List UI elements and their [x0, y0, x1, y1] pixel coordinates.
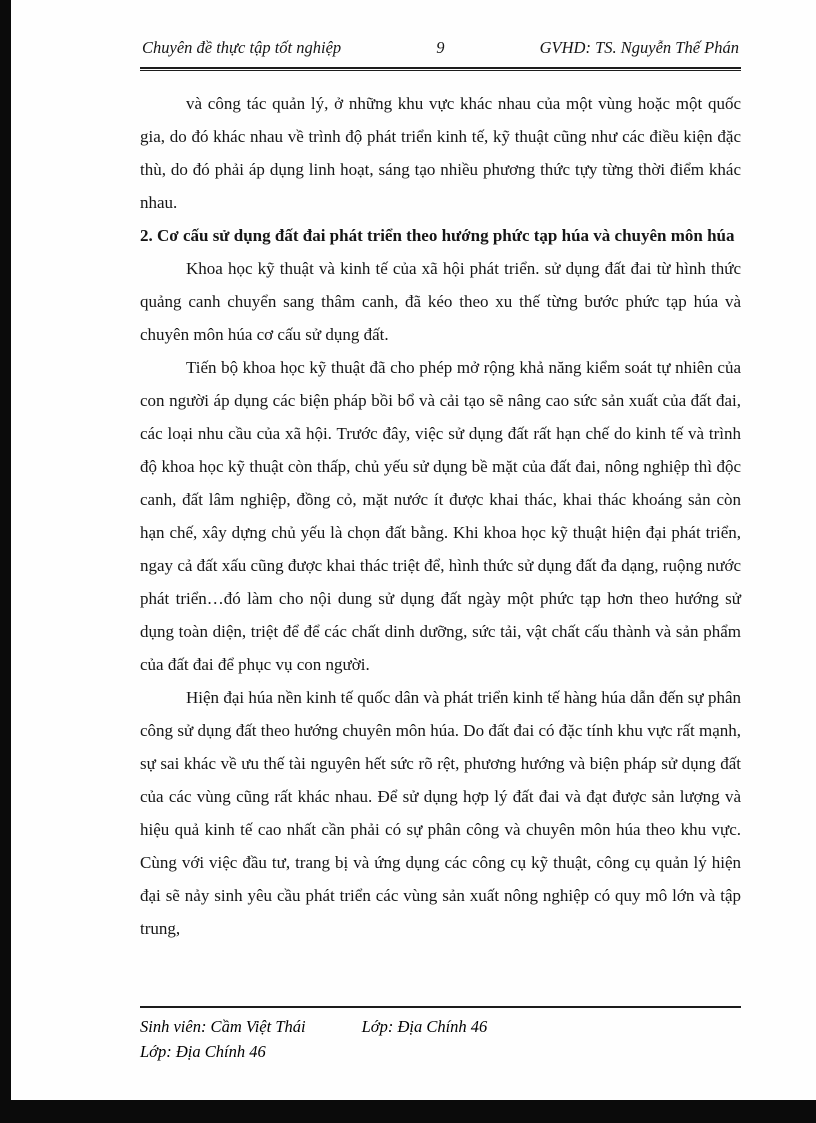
- footer-student: Sinh viên: Cầm Việt Thái: [140, 1017, 306, 1036]
- footer-class: Lớp: Địa Chính 46: [361, 1017, 488, 1036]
- paragraph: Hiện đại húa nền kinh tế quốc dân và phát triển kinh tế hàng húa dẫn đến sự phân công sử dụng đất theo hướng chuyên môn húa. Do đất đai có đặc tính khu vực rất mạnh, sự sai khác về ưu thế tài nguyên hết sức rõ rệt, phương hướng và biện pháp sử dụng đất của các vùng cũng rất khác nhau. Để sử dụng hợp lý đất đai và đạt được sản lượng và hiệu quả kinh tế cao nhất cần phải có sự phân công và chuyên môn húa theo khu vực. Cùng với việc đầu tư, trang bị và ứng dụng các công cụ kỹ thuật, công cụ quản lý hiện đại sẽ nảy sinh yêu cầu phát triển các vùng sản xuất nông nghiệp có quy mô lớn và tập trung,: [140, 688, 741, 938]
- document-body: [140, 87, 741, 945]
- paragraph: và công tác quản lý, ở những khu vực khác nhau của một vùng hoặc một quốc gia, do đó khác nhau về trình độ phát triển kinh tế, kỹ thuật cũng như các điều kiện đặc thù, do đó phải áp dụng linh hoạt, sáng tạo nhiều phương thức tựy từng thời điểm khác nhau.: [140, 94, 741, 212]
- header-page-number: 9: [436, 38, 445, 57]
- footer-row-2: [140, 1039, 741, 1064]
- section-heading: 2. Cơ cấu sử dụng đất đai phát triển theo hướng phức tạp húa và chuyên môn húa: [140, 226, 735, 245]
- footer-row-1: [140, 1014, 741, 1039]
- paragraph: Tiến bộ khoa học kỹ thuật đã cho phép mở rộng khả năng kiểm soát tự nhiên của con người áp dụng các biện pháp bồi bổ và cải tạo sẽ nâng cao sức sản xuất của đất đai, các loại nhu cầu của xã hội. Trước đây, việc sử dụng đất rất hạn chế do kinh tế và trình độ khoa học kỹ thuật còn thấp, chủ yếu sử dụng bề mặt của đất đai, nông nghiệp thì độc canh, đất lâm nghiệp, đồng cỏ, mặt nước ít được khai thác, khai thác khoáng sản còn hạn chế, xây dựng chủ yếu là chọn đất bằng. Khi khoa học kỹ thuật hiện đại phát triển, ngay cả đất xấu cũng được khai thác triệt để, hình thức sử dụng đất đa dạng, ruộng nước phát triển…đó làm cho nội dung sử dụng đất ngày một phức tạp hơn theo hướng sử dụng toàn diện, triệt để để các chất dinh dưỡng, sức tải, vật chất cấu thành và sản phẩm của đất đai để phục vụ con người.: [140, 358, 741, 674]
- scan-edge-left: [0, 0, 11, 1123]
- page-header: [140, 38, 741, 71]
- header-rule: [140, 67, 741, 71]
- paragraph: Khoa học kỹ thuật và kinh tế của xã hội phát triển. sử dụng đất đai từ hình thức quảng canh chuyển sang thâm canh, đã kéo theo xu thế từng bước phức tạp húa và chuyên môn húa cơ cấu sử dụng đất.: [140, 259, 741, 344]
- page-content: [140, 38, 741, 945]
- page-footer: [140, 1006, 741, 1064]
- scan-edge-bottom: [0, 1100, 816, 1123]
- header-supervisor: GVHD: TS. Nguyễn Thế Phán: [539, 38, 739, 57]
- header-row: [140, 38, 741, 67]
- header-doc-title: Chuyên đề thực tập tốt nghiệp: [142, 38, 342, 57]
- footer-class-2: Lớp: Địa Chính 46: [140, 1042, 266, 1061]
- footer-rule: [140, 1006, 741, 1008]
